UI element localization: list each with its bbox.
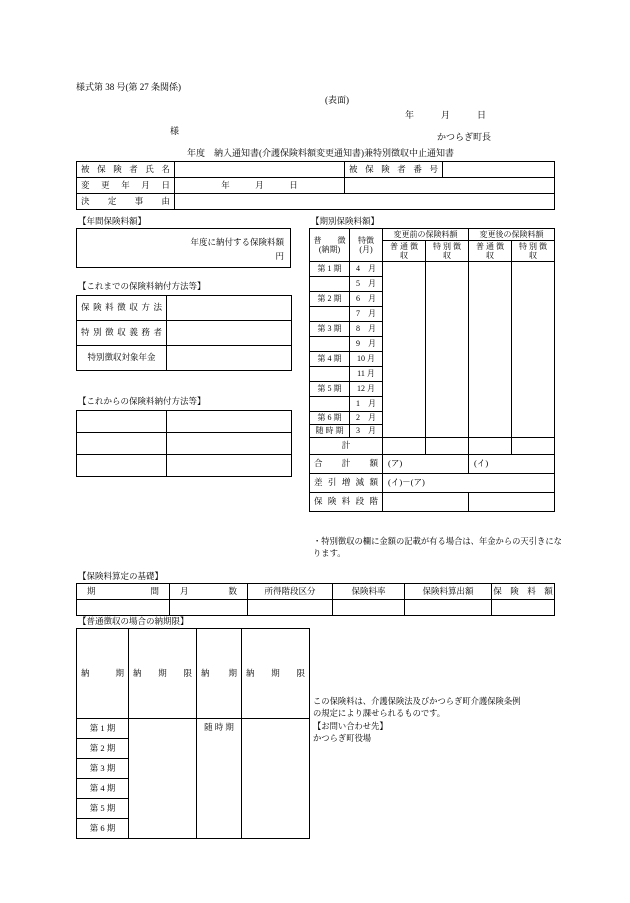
future-method-value-2[interactable] (167, 433, 292, 455)
column-header-period (77, 584, 170, 600)
total-after-marker[interactable]: (イ) (469, 455, 555, 474)
due-period-6: 第 6 期 (77, 819, 129, 839)
previous-method-section-label: 【これまでの保険料納付方法等】 (78, 281, 206, 291)
value-income-bracket[interactable] (248, 600, 333, 616)
due-period-2: 第 2 期 (77, 739, 129, 759)
table-row (310, 474, 555, 493)
collection-method-label (77, 296, 167, 321)
annual-premium-section-label: 【年間保険料額】 (78, 216, 147, 226)
future-method-label-2[interactable] (77, 433, 167, 455)
month-label-10: 1 月 (350, 397, 383, 412)
column-header-months (170, 584, 248, 600)
table-header-row (77, 629, 310, 719)
table-row (77, 178, 555, 194)
table-row (77, 162, 555, 178)
due-adhoc-value[interactable] (242, 719, 310, 839)
period-label-12: 随 時 期 (310, 425, 350, 438)
table-row (77, 600, 555, 616)
annual-premium-line2: 円 (275, 251, 284, 261)
month-label-11: 2 月 (350, 412, 383, 425)
footer-note (313, 696, 563, 746)
due-deadline-values-1[interactable] (129, 719, 197, 839)
after-toku-line1: 特 別 徴 (519, 241, 547, 251)
after-futsu-header (469, 241, 512, 262)
column-header-income-bracket: 所得階段区分 (248, 584, 333, 600)
futsu-header (310, 229, 350, 262)
annual-premium-box[interactable] (76, 228, 291, 268)
futsu-header-line2: (納期) (318, 245, 341, 254)
subtotal-after-futsu[interactable] (469, 438, 512, 455)
due-dates-table (76, 628, 310, 839)
period-premium-table (309, 228, 555, 512)
footer-note-line1: この保険料は、介護保険法及びかつらぎ町介護保険条例 (313, 697, 521, 706)
after-futsu-line1: 普 通 徴 (476, 241, 504, 251)
value-amount[interactable] (492, 600, 555, 616)
total-amount-label-text: 合 計 額 (314, 458, 378, 469)
target-pension-label (77, 346, 167, 371)
table-row (77, 411, 292, 433)
due-period-1: 第 1 期 (77, 719, 129, 739)
collection-method-value[interactable] (167, 296, 292, 321)
footer-note-line3: 【お問い合わせ先】 (313, 721, 388, 731)
difference-value[interactable]: (イ)－(ア) (383, 474, 555, 493)
before-futsu-values[interactable] (383, 262, 426, 438)
future-method-value-3[interactable] (167, 455, 292, 477)
issuer-name: かつらぎ町長 (437, 132, 492, 142)
table-row (77, 719, 310, 739)
table-row (310, 493, 555, 512)
tokucho-header (350, 229, 383, 262)
before-futsu-header (383, 241, 426, 262)
future-method-section-label: 【これからの保険料納付方法等】 (78, 396, 206, 406)
due-col-header-period-2-text: 納 期 (201, 667, 237, 678)
before-change-group-header: 変更前の保険料額 (383, 229, 469, 241)
special-collector-label (77, 321, 167, 346)
value-calculated[interactable] (405, 600, 492, 616)
period-label-6 (310, 337, 350, 352)
period-label-4 (310, 307, 350, 322)
table-row (77, 433, 292, 455)
column-header-months-text: 月 数 (180, 585, 237, 596)
month-label-7: 10 月 (350, 352, 383, 367)
change-date-label-text: 変 更 年 月 日 (81, 179, 170, 190)
due-col-header-deadline-2-text: 納 期 限 (246, 667, 305, 678)
after-toku-values[interactable] (512, 262, 555, 438)
before-toku-values[interactable] (426, 262, 469, 438)
future-method-value-1[interactable] (167, 411, 292, 433)
period-label-10 (310, 397, 350, 412)
change-date-extra[interactable] (345, 178, 555, 194)
table-header-row (310, 229, 555, 241)
after-toku-header (512, 241, 555, 262)
insured-number-label-text: 被 保 険 者 番 号 (349, 163, 438, 174)
period-label-5: 第 3 期 (310, 322, 350, 337)
premium-stage-before[interactable] (383, 493, 469, 512)
value-months[interactable] (170, 600, 248, 616)
column-header-amount: 保 険 料 額 (492, 584, 555, 600)
month-label-3: 6 月 (350, 292, 383, 307)
before-toku-line2: 収 (443, 251, 451, 260)
table-row (310, 438, 555, 455)
insured-name-label-text: 被 保 険 者 氏 名 (81, 163, 170, 174)
period-label-7: 第 4 期 (310, 352, 350, 367)
column-header-period-text: 期 間 (87, 585, 159, 596)
period-label-11: 第 6 期 (310, 412, 350, 425)
difference-label (310, 474, 383, 493)
month-label-8: 11 月 (350, 367, 383, 382)
month-label-6: 9 月 (350, 337, 383, 352)
table-row (77, 455, 292, 477)
subtotal-after-toku[interactable] (512, 438, 555, 455)
calculation-basis-table (76, 583, 555, 616)
due-col-header-period-2 (197, 629, 242, 719)
tokucho-header-line1: 特徴 (358, 235, 374, 245)
future-method-label-3[interactable] (77, 455, 167, 477)
table-row (77, 346, 292, 371)
period-premium-footnote: ・特別徴収の欄に金額の記載が有る場合は、年金からの天引きになります。 (313, 537, 562, 559)
period-label-1: 第 1 期 (310, 262, 350, 277)
after-futsu-line2: 収 (486, 251, 494, 260)
footer-note-line2: の規定により課せられるものです。 (313, 709, 446, 719)
decision-reason-value[interactable] (175, 194, 555, 210)
special-collector-label-text: 特 別 徴 収 義 務 者 (81, 327, 162, 338)
due-col-header-period-1-text: 納 期 (81, 667, 124, 678)
month-label-5: 8 月 (350, 322, 383, 337)
futsu-header-line1: 普 徴 (313, 235, 346, 245)
issue-date-line: 年 月 日 (405, 110, 487, 120)
period-label-3: 第 2 期 (310, 292, 350, 307)
due-col-header-deadline-1-text: 納 期 限 (133, 667, 192, 678)
table-row (310, 455, 555, 474)
special-collector-value[interactable] (167, 321, 292, 346)
value-rate[interactable] (333, 600, 405, 616)
total-before-marker[interactable]: (ア) (383, 455, 469, 474)
insured-number-label (345, 162, 443, 178)
period-label-2 (310, 277, 350, 292)
subtotal-label: 計 (310, 438, 383, 455)
footer-note-line4: かつらぎ町役場 (313, 734, 372, 744)
table-header-row (77, 584, 555, 600)
tokucho-header-line2: (月) (359, 245, 373, 254)
month-label-9: 12 月 (350, 382, 383, 397)
due-dates-section-label: 【普通徴収の場合の納期限】 (78, 616, 189, 626)
before-toku-header (426, 241, 469, 262)
month-label-1: 4 月 (350, 262, 383, 277)
before-futsu-line2: 収 (400, 251, 408, 260)
decision-reason-label-text: 決 定 事 由 (81, 195, 170, 206)
premium-stage-label-text: 保 険 料 段 階 (314, 496, 378, 507)
month-label-4: 7 月 (350, 307, 383, 322)
table-row (310, 262, 555, 277)
insured-number-value[interactable] (443, 162, 555, 178)
due-col-header-period-1 (77, 629, 129, 719)
target-pension-label-text: 特別徴収対象年金 (87, 352, 156, 363)
change-date-label (77, 178, 175, 194)
target-pension-value[interactable] (167, 346, 292, 371)
collection-method-label-text: 保 険 料 徴 収 方 法 (81, 302, 162, 313)
addressee-suffix: 様 (170, 126, 180, 136)
insured-name-value[interactable] (175, 162, 345, 178)
difference-label-text: 差 引 増 減 額 (314, 477, 378, 488)
table-row (77, 321, 292, 346)
period-label-8 (310, 367, 350, 382)
period-premium-section-label: 【期別保険料額】 (311, 216, 380, 226)
premium-stage-label (310, 493, 383, 512)
after-change-group-header: 変更後の保険料額 (469, 229, 555, 241)
month-label-12: 3 月 (350, 425, 383, 438)
side-label: (表面) (325, 95, 349, 105)
premium-stage-after[interactable] (469, 493, 555, 512)
column-header-rate: 保険料率 (333, 584, 405, 600)
table-row (77, 296, 292, 321)
future-method-table (76, 410, 292, 477)
after-toku-line2: 収 (529, 251, 537, 260)
due-adhoc-label: 随 時 期 (197, 719, 242, 839)
month-label-2: 5 月 (350, 277, 383, 292)
document-title: 年度 納入通知書(介護保険料額変更通知書)兼特別徴収中止通知書 (187, 148, 454, 158)
after-futsu-values[interactable] (469, 262, 512, 438)
annual-premium-line1: 年度に納付する保険料額 (190, 237, 284, 247)
recipient-table (76, 161, 555, 210)
due-col-header-deadline-1 (129, 629, 197, 719)
future-method-label-1[interactable] (77, 411, 167, 433)
change-date-value[interactable]: 年 月 日 (175, 178, 345, 194)
total-amount-label (310, 455, 383, 474)
column-header-calculated: 保険料算出額 (405, 584, 492, 600)
subtotal-before-futsu[interactable] (383, 438, 426, 455)
previous-method-table (76, 295, 292, 371)
decision-reason-label (77, 194, 175, 210)
before-futsu-line1: 普 通 徴 (390, 241, 418, 251)
due-col-header-deadline-2 (242, 629, 310, 719)
insured-name-label (77, 162, 175, 178)
due-period-3: 第 3 期 (77, 759, 129, 779)
form-number: 様式第 38 号(第 27 条関係) (76, 82, 181, 92)
value-period[interactable] (77, 600, 170, 616)
subtotal-before-toku[interactable] (426, 438, 469, 455)
calculation-basis-section-label: 【保険料算定の基礎】 (78, 571, 164, 581)
before-toku-line1: 特 別 徴 (433, 241, 461, 251)
table-row (77, 194, 555, 210)
due-period-4: 第 4 期 (77, 779, 129, 799)
due-period-5: 第 5 期 (77, 799, 129, 819)
period-label-9: 第 5 期 (310, 382, 350, 397)
